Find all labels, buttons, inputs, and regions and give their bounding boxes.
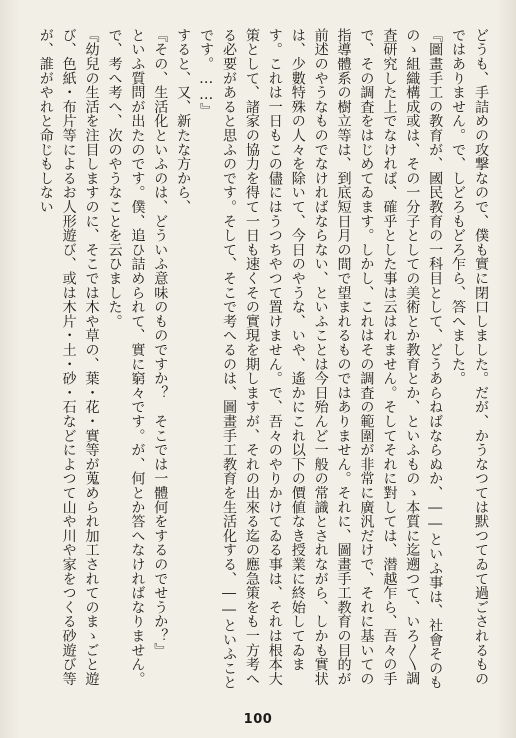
page-number: 100	[243, 712, 273, 727]
body-text	[32, 28, 492, 696]
paragraph-1: どうも、手詰めの攻撃なので、僕も實に閉口しました。だが、かうなつては默つてゐて過ごされるものではありません。で、しどろもどろ乍ら、答へました。	[450, 28, 489, 686]
paragraph-6: 『幼兒の生活を注目しますのに、そこでは木や草の、葉・花・實等が蒐められ加工されてのまゝごと遊び、色紙・布片等によるお人形遊び、或は木片・土・砂・石などによつて山や川や家をつくる砂遊び等が、誰がやれと命じもしない	[37, 28, 100, 686]
paragraph-5: といふ質問が出たのです。僕、追ひ詰められて、實に窮々です。が、何とか答へなければなりません。で、考へ考へ、次のやうなことを云ひました。	[106, 28, 146, 686]
paragraph-3: すると、又、新たな方から、	[175, 28, 192, 214]
paragraph-2: 『圖畫手工の教育が、國民教育の一科目として、どうあらねばならぬか、――といふ事は、社會そのものゝ組織構成或は、その一分子としての美術とか教育とか、といふものゝ本質に迄遡つて、いろ〳〵調査研究した上でなければ、確乎とした事は云はれません。そしてそれに對しては、潜越乍ら、吾々の手で、その調査をはじめてゐます。しかし、これはその調査の範圍が非常に廣汎だけで、それに基いての指導體系の樹立等は、到底短日月の間で望まれるものではありません。それに、圖畫手工教育の目的が前述のやうなものでなければならない、といふことは今日殆んど一般の常識とされながら、しかも實状は、少數特殊の人々を除いて、今日のやうな、いや、遙かにこれ以下の價値なき授業に終始してゐます。これは一日もこの儘にはうつちやつて置けません。で、吾々のやりかけてゐる事は、それは根本大策として、諸家の協力を得て一日も速くその實現を期しますが、それの出來る迄の應急策をも一方考へる必要があると思ふのです。そして、そこで考へるのは、圖畫手工教育を生活化する、――といふことです。……』	[198, 28, 444, 690]
paragraph-4: 『その、生活化といふのは、どういふ意味のものですか？ そこでは一體何をするのでせうか？』	[152, 28, 169, 658]
